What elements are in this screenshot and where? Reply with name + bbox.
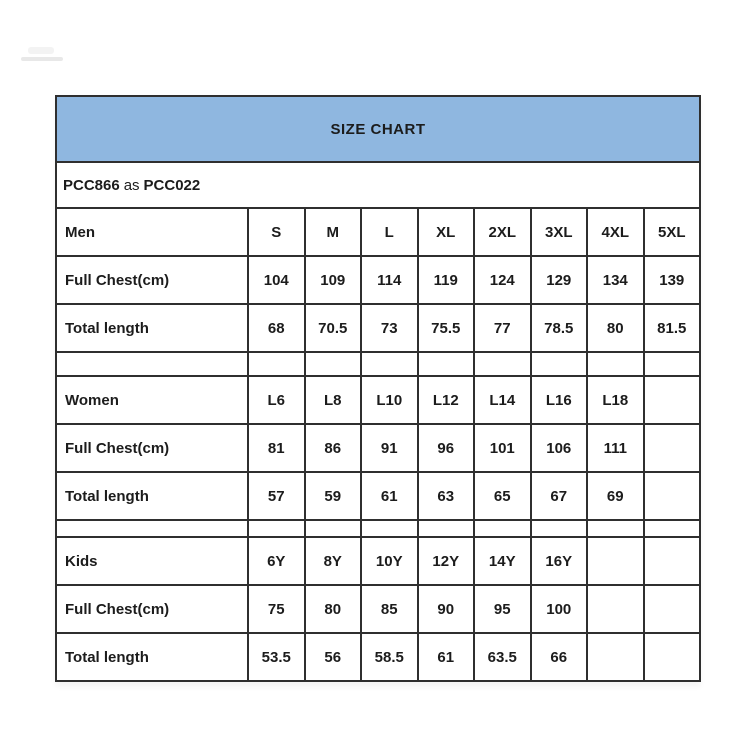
value-cell: 63 xyxy=(418,472,475,520)
value-cell: 81.5 xyxy=(644,304,701,352)
value-cell: 4XL xyxy=(587,208,644,256)
value-cell: 53.5 xyxy=(248,633,305,681)
value-cell: 67 xyxy=(531,472,588,520)
product-code: PCC866 xyxy=(63,176,120,194)
product-code-row xyxy=(56,162,700,208)
value-cell: L xyxy=(361,208,418,256)
separator-cell xyxy=(56,520,248,537)
value-cell: L8 xyxy=(305,376,362,424)
value-cell: 8Y xyxy=(305,537,362,585)
value-cell: 81 xyxy=(248,424,305,472)
value-cell: M xyxy=(305,208,362,256)
row-label: Women xyxy=(56,376,248,424)
row-label: Full Chest(cm) xyxy=(56,256,248,304)
value-cell: 95 xyxy=(474,585,531,633)
value-cell: 56 xyxy=(305,633,362,681)
separator-cell xyxy=(587,520,644,537)
reference-code: PCC022 xyxy=(143,176,201,194)
separator-cell xyxy=(644,352,701,376)
row-label: Full Chest(cm) xyxy=(56,585,248,633)
value-cell: L14 xyxy=(474,376,531,424)
value-cell: 114 xyxy=(361,256,418,304)
value-cell: 6Y xyxy=(248,537,305,585)
scan-artifact xyxy=(28,47,54,54)
value-cell: 77 xyxy=(474,304,531,352)
value-cell: 12Y xyxy=(418,537,475,585)
value-cell: 111 xyxy=(587,424,644,472)
value-cell xyxy=(644,424,701,472)
value-cell: 96 xyxy=(418,424,475,472)
value-cell: 104 xyxy=(248,256,305,304)
value-cell: 69 xyxy=(587,472,644,520)
value-cell xyxy=(587,633,644,681)
row-label: Full Chest(cm) xyxy=(56,424,248,472)
value-cell: 100 xyxy=(531,585,588,633)
value-cell: 59 xyxy=(305,472,362,520)
row-label: Total length xyxy=(56,633,248,681)
value-cell: 86 xyxy=(305,424,362,472)
value-cell: 90 xyxy=(418,585,475,633)
separator-cell xyxy=(56,352,248,376)
value-cell: L10 xyxy=(361,376,418,424)
table-row xyxy=(56,256,700,304)
table-row xyxy=(56,585,700,633)
separator-cell xyxy=(248,352,305,376)
value-cell: 5XL xyxy=(644,208,701,256)
value-cell: 61 xyxy=(361,472,418,520)
size-chart-title: SIZE CHART xyxy=(56,96,700,162)
value-cell xyxy=(644,537,701,585)
size-chart xyxy=(55,95,701,682)
value-cell: XL xyxy=(418,208,475,256)
value-cell: 75.5 xyxy=(418,304,475,352)
value-cell: 70.5 xyxy=(305,304,362,352)
row-label: Kids xyxy=(56,537,248,585)
separator-cell xyxy=(248,520,305,537)
separator-cell xyxy=(644,520,701,537)
value-cell: 106 xyxy=(531,424,588,472)
product-code-label xyxy=(56,162,700,208)
table-row xyxy=(56,472,700,520)
value-cell: 78.5 xyxy=(531,304,588,352)
value-cell: L16 xyxy=(531,376,588,424)
value-cell: 73 xyxy=(361,304,418,352)
separator-cell xyxy=(587,352,644,376)
value-cell: 10Y xyxy=(361,537,418,585)
separator-cell xyxy=(474,520,531,537)
value-cell: 57 xyxy=(248,472,305,520)
value-cell: 75 xyxy=(248,585,305,633)
value-cell: 61 xyxy=(418,633,475,681)
value-cell xyxy=(644,376,701,424)
value-cell: 109 xyxy=(305,256,362,304)
value-cell: 101 xyxy=(474,424,531,472)
value-cell: 124 xyxy=(474,256,531,304)
value-cell: 3XL xyxy=(531,208,588,256)
value-cell: 14Y xyxy=(474,537,531,585)
separator-cell xyxy=(361,352,418,376)
separator-cell xyxy=(474,352,531,376)
value-cell: 139 xyxy=(644,256,701,304)
value-cell xyxy=(587,585,644,633)
separator-cell xyxy=(305,520,362,537)
code-connector: as xyxy=(123,176,140,194)
table-row xyxy=(56,304,700,352)
separator-cell xyxy=(418,520,475,537)
table-row xyxy=(56,633,700,681)
value-cell: 134 xyxy=(587,256,644,304)
table-row xyxy=(56,208,700,256)
row-label: Total length xyxy=(56,472,248,520)
value-cell: 58.5 xyxy=(361,633,418,681)
size-table-body xyxy=(56,96,700,681)
value-cell: 16Y xyxy=(531,537,588,585)
section-separator-row xyxy=(56,520,700,537)
size-chart-table xyxy=(55,95,701,682)
value-cell: 63.5 xyxy=(474,633,531,681)
value-cell: 80 xyxy=(305,585,362,633)
value-cell xyxy=(587,537,644,585)
value-cell: L6 xyxy=(248,376,305,424)
value-cell: L18 xyxy=(587,376,644,424)
title-row xyxy=(56,96,700,162)
table-row xyxy=(56,376,700,424)
value-cell: 65 xyxy=(474,472,531,520)
value-cell: S xyxy=(248,208,305,256)
separator-cell xyxy=(305,352,362,376)
value-cell: 85 xyxy=(361,585,418,633)
value-cell: 91 xyxy=(361,424,418,472)
value-cell: 80 xyxy=(587,304,644,352)
row-label: Men xyxy=(56,208,248,256)
value-cell: L12 xyxy=(418,376,475,424)
value-cell: 119 xyxy=(418,256,475,304)
table-row xyxy=(56,424,700,472)
row-label: Total length xyxy=(56,304,248,352)
separator-cell xyxy=(418,352,475,376)
value-cell: 129 xyxy=(531,256,588,304)
table-row xyxy=(56,537,700,585)
separator-cell xyxy=(531,352,588,376)
section-separator-row xyxy=(56,352,700,376)
value-cell: 66 xyxy=(531,633,588,681)
separator-cell xyxy=(361,520,418,537)
value-cell xyxy=(644,633,701,681)
value-cell: 2XL xyxy=(474,208,531,256)
value-cell xyxy=(644,585,701,633)
scan-artifact xyxy=(21,57,63,61)
separator-cell xyxy=(531,520,588,537)
value-cell: 68 xyxy=(248,304,305,352)
value-cell xyxy=(644,472,701,520)
